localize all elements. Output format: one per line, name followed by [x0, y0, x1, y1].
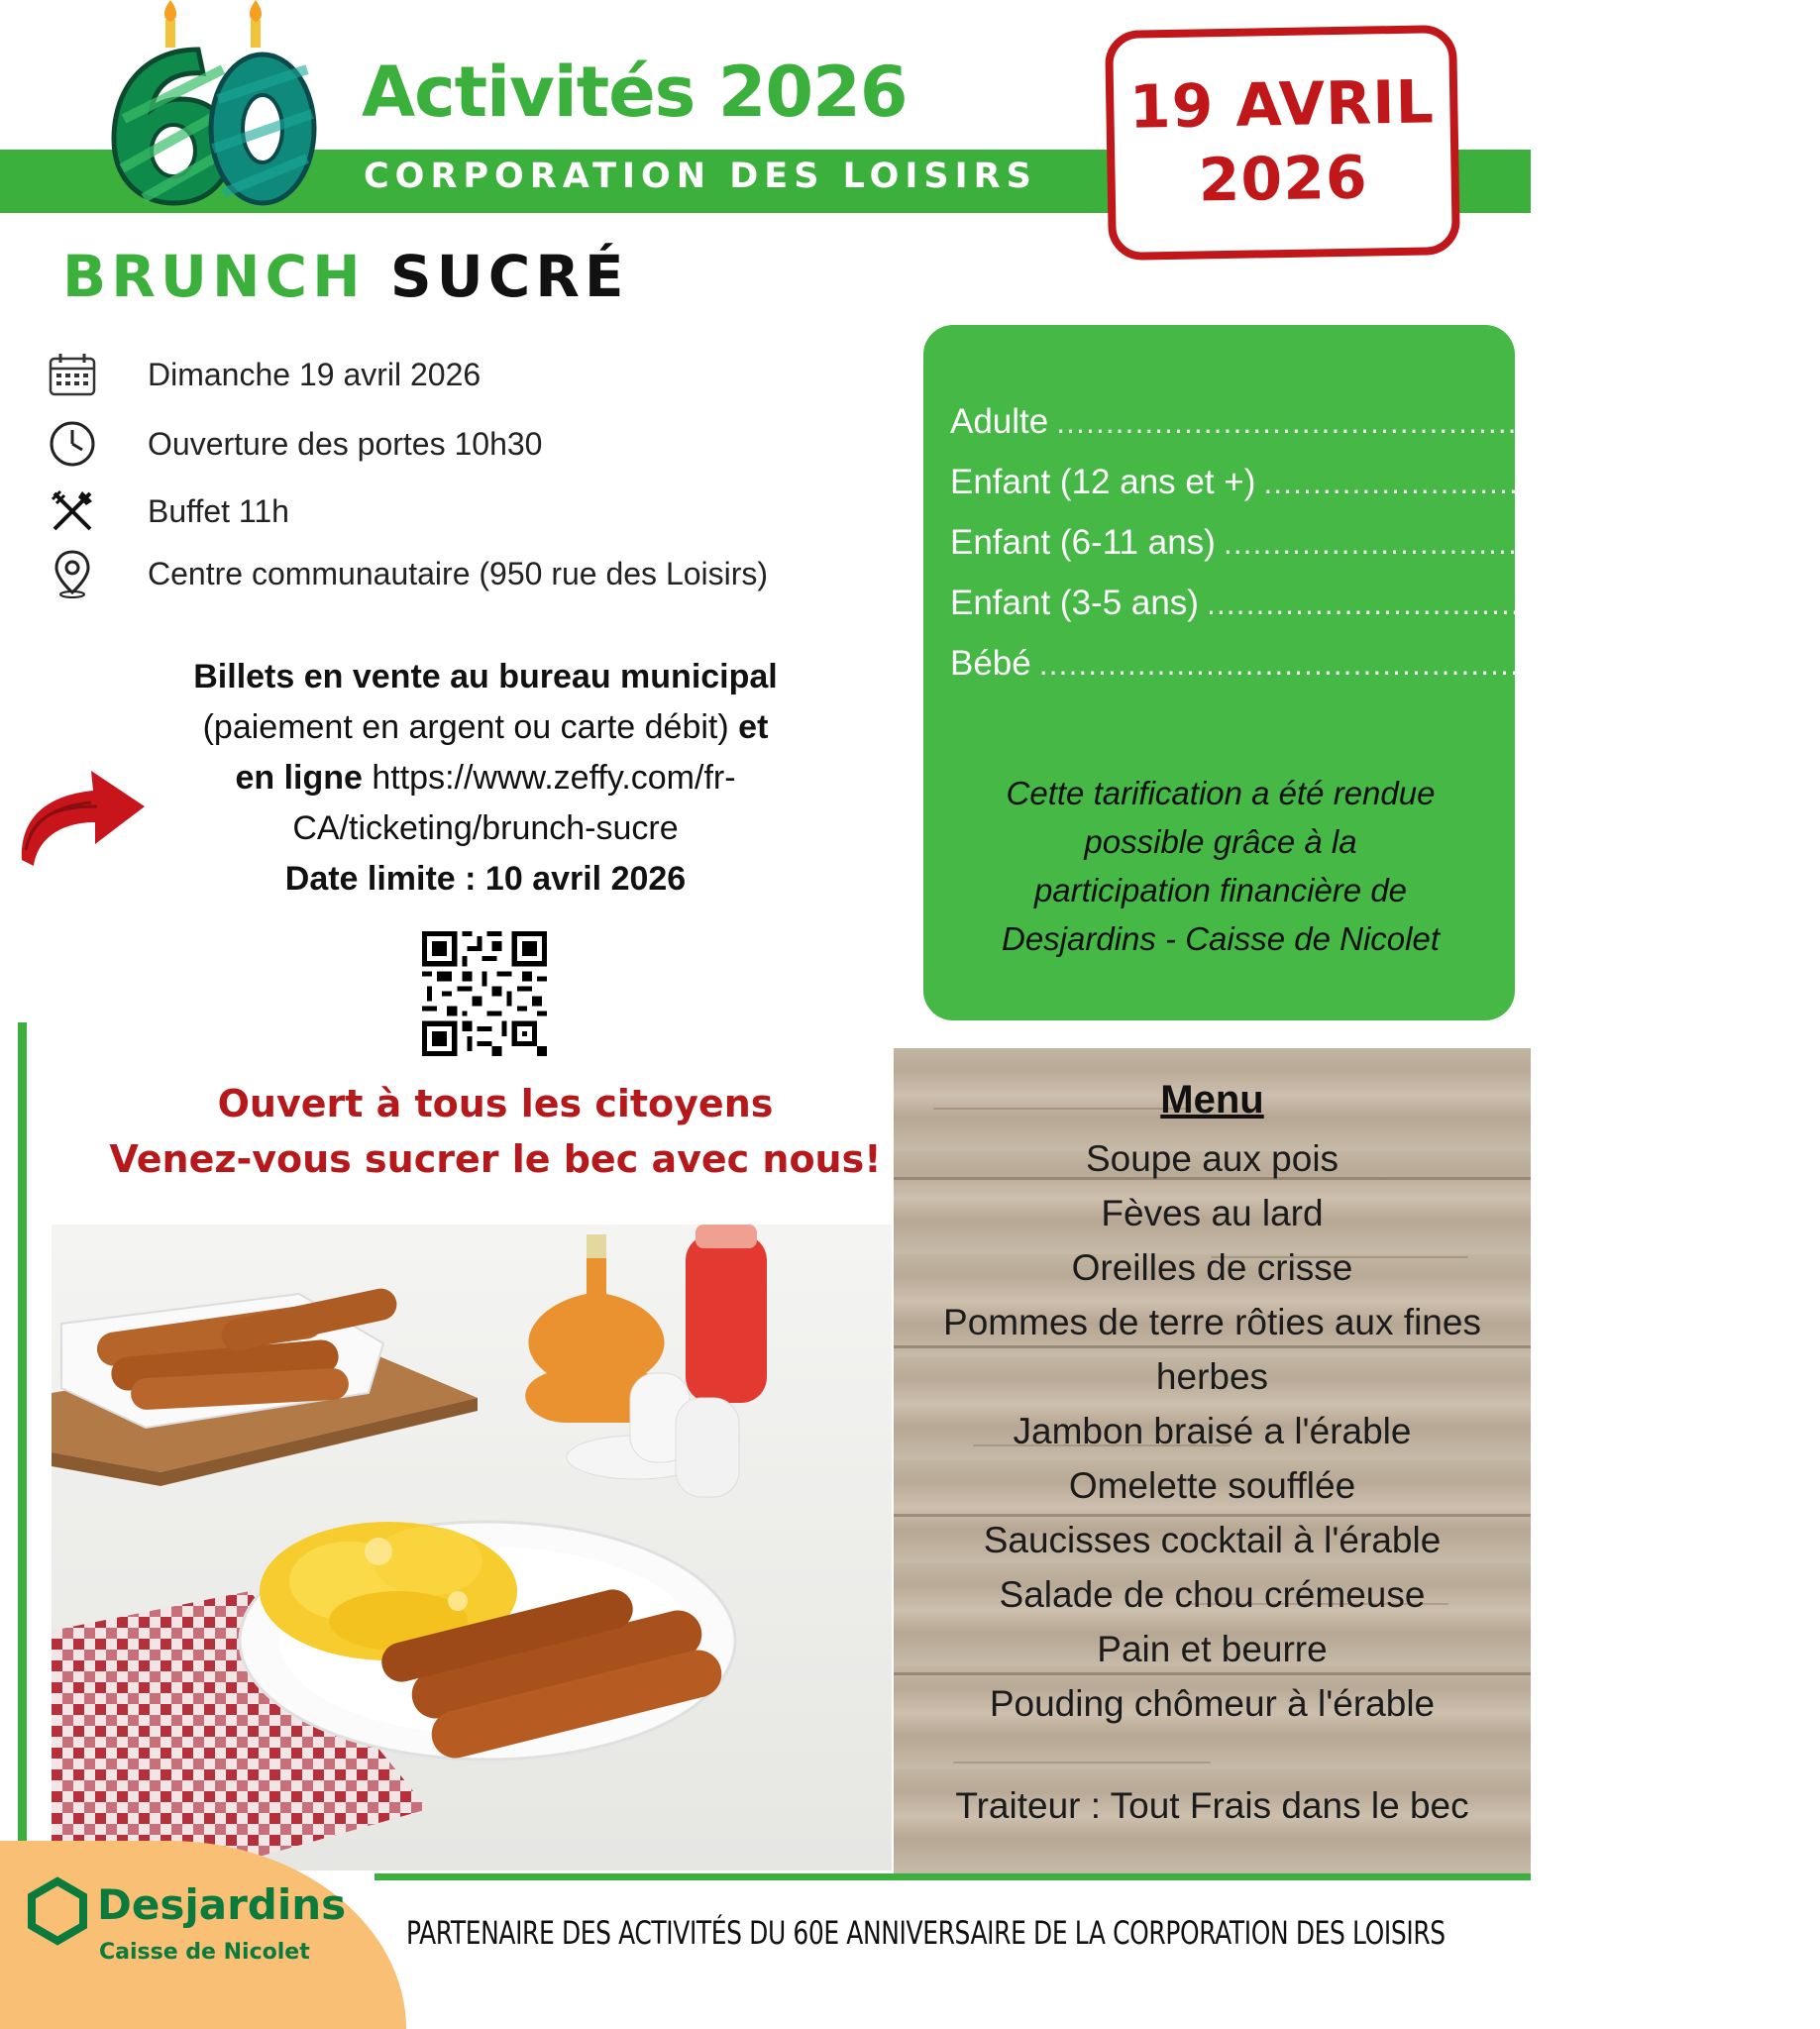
invitation-line1: Ouvert à tous les citoyens	[217, 1082, 774, 1125]
date-day-month: 19 AVRIL	[1128, 67, 1436, 143]
ticket-info	[119, 652, 852, 905]
price-row-child-12	[950, 463, 1820, 502]
invitation-line2: Venez-vous sucrer le bec avec nous!	[109, 1137, 882, 1181]
organization-name: CORPORATION DES LOISIRS	[364, 157, 1037, 196]
event-title	[62, 243, 629, 310]
price-value: 20$	[1762, 463, 1820, 501]
digit-zero-shape	[211, 54, 314, 203]
menu-item: Fèves au lard	[1101, 1193, 1324, 1233]
price-row-child-3-5	[950, 584, 1744, 623]
note-line: participation financière de	[1033, 872, 1408, 908]
menu-list	[894, 1131, 1531, 1731]
menu-item: Jambon braisé a l'érable	[1013, 1411, 1412, 1451]
menu-caterer: Traiteur : Tout Frais dans le bec	[955, 1785, 1469, 1826]
fork-knife-icon	[45, 483, 100, 539]
detail-doors-text: Ouverture des portes 10h30	[148, 425, 543, 462]
menu-item: Pouding chômeur à l'érable	[989, 1683, 1436, 1724]
menu-item: Saucisses cocktail à l'érable	[983, 1520, 1442, 1560]
detail-row-doors	[45, 416, 543, 472]
menu-title: Menu	[1160, 1078, 1264, 1121]
menu-item: Soupe aux pois	[1085, 1138, 1339, 1179]
detail-date-text: Dimanche 19 avril 2026	[148, 356, 482, 392]
page-title: Activités 2026	[362, 52, 908, 133]
ticket-office-text: Billets en vente au bureau municipal	[193, 658, 778, 695]
price-value: GRATUIT	[1537, 650, 1663, 682]
event-title-sucre: SUCRÉ	[389, 243, 629, 310]
calendar-icon	[45, 347, 100, 402]
sponsor-name: Desjardins	[97, 1880, 347, 1929]
location-pin-icon	[45, 546, 100, 601]
menu-item: Salade de chou crémeuse	[999, 1574, 1426, 1615]
candle-icon	[164, 0, 262, 48]
price-leader: ..................................................	[1223, 528, 1714, 561]
brunch-food-photo	[52, 1225, 892, 1870]
ticket-url-part1[interactable]: https://www.zeffy.com/fr-	[372, 759, 736, 797]
menu-item: Oreilles de crisse	[1071, 1247, 1353, 1288]
price-row-child-6-11	[950, 523, 1780, 563]
left-green-stripe	[18, 1022, 27, 1886]
pricing-sponsor-note	[963, 769, 1478, 963]
footer-partner-text: PARTENAIRE DES ACTIVITÉS DU 60E ANNIVERSAIRE DE LA CORPORATION DES LOISIRS	[406, 1914, 1445, 1952]
menu-panel	[894, 1048, 1531, 1873]
ticket-deadline: Date limite : 10 avril 2026	[284, 860, 687, 898]
footer-green-line	[375, 1873, 1531, 1880]
price-leader: ..................................................	[1038, 649, 1530, 682]
price-leader: ..................................................	[1206, 588, 1697, 621]
event-title-brunch: BRUNCH	[62, 243, 366, 310]
price-row-baby	[950, 644, 1663, 684]
date-year: 2026	[1198, 143, 1369, 216]
ticket-url-part2[interactable]: CA/ticketing/brunch-sucre	[292, 809, 679, 847]
wood-grain	[953, 1762, 1211, 1763]
detail-row-buffet	[45, 483, 289, 539]
desjardins-hexagon-icon	[28, 1877, 87, 1945]
price-leader: ..................................................	[1056, 407, 1548, 440]
ticket-online-text: en ligne	[235, 759, 363, 797]
price-label: Adulte	[950, 402, 1049, 441]
detail-row-location	[45, 546, 769, 601]
ticket-and-text: et	[738, 708, 769, 746]
note-line: Cette tarification a été rendue	[1006, 775, 1436, 811]
clock-icon	[45, 416, 100, 472]
anniversary-60-logo	[104, 0, 317, 213]
price-leader: ..................................................	[1263, 468, 1755, 500]
price-value: 10$	[1721, 523, 1780, 562]
price-label: Enfant (12 ans et +)	[950, 463, 1256, 501]
menu-item: Pain et beurre	[1097, 1629, 1328, 1669]
price-row-adult	[950, 402, 1613, 442]
detail-location-text: Centre communautaire (950 rue des Loisirs)	[148, 555, 769, 591]
price-label: Bébé	[950, 644, 1031, 683]
price-label: Enfant (3-5 ans)	[950, 584, 1199, 622]
note-line: Desjardins - Caisse de Nicolet	[1001, 920, 1440, 957]
menu-item: Pommes de terre rôties aux fines	[943, 1302, 1481, 1342]
detail-buffet-text: Buffet 11h	[148, 492, 289, 529]
menu-item: Omelette soufflée	[1068, 1465, 1356, 1506]
detail-row-date	[45, 347, 482, 402]
event-date-badge	[1105, 25, 1460, 261]
menu-item: herbes	[1155, 1356, 1269, 1397]
price-label: Enfant (6-11 ans)	[950, 523, 1216, 562]
qr-code[interactable]	[422, 931, 547, 1056]
sponsor-branch: Caisse de Nicolet	[99, 1940, 310, 1965]
payment-methods-text: (paiement en argent ou carte débit)	[202, 708, 729, 746]
note-line: possible grâce à la	[1084, 823, 1357, 860]
pricing-card	[923, 325, 1820, 1020]
invitation-text	[40, 1076, 951, 1187]
price-value: 20$	[1554, 402, 1613, 441]
price-value: 5$	[1705, 584, 1744, 622]
